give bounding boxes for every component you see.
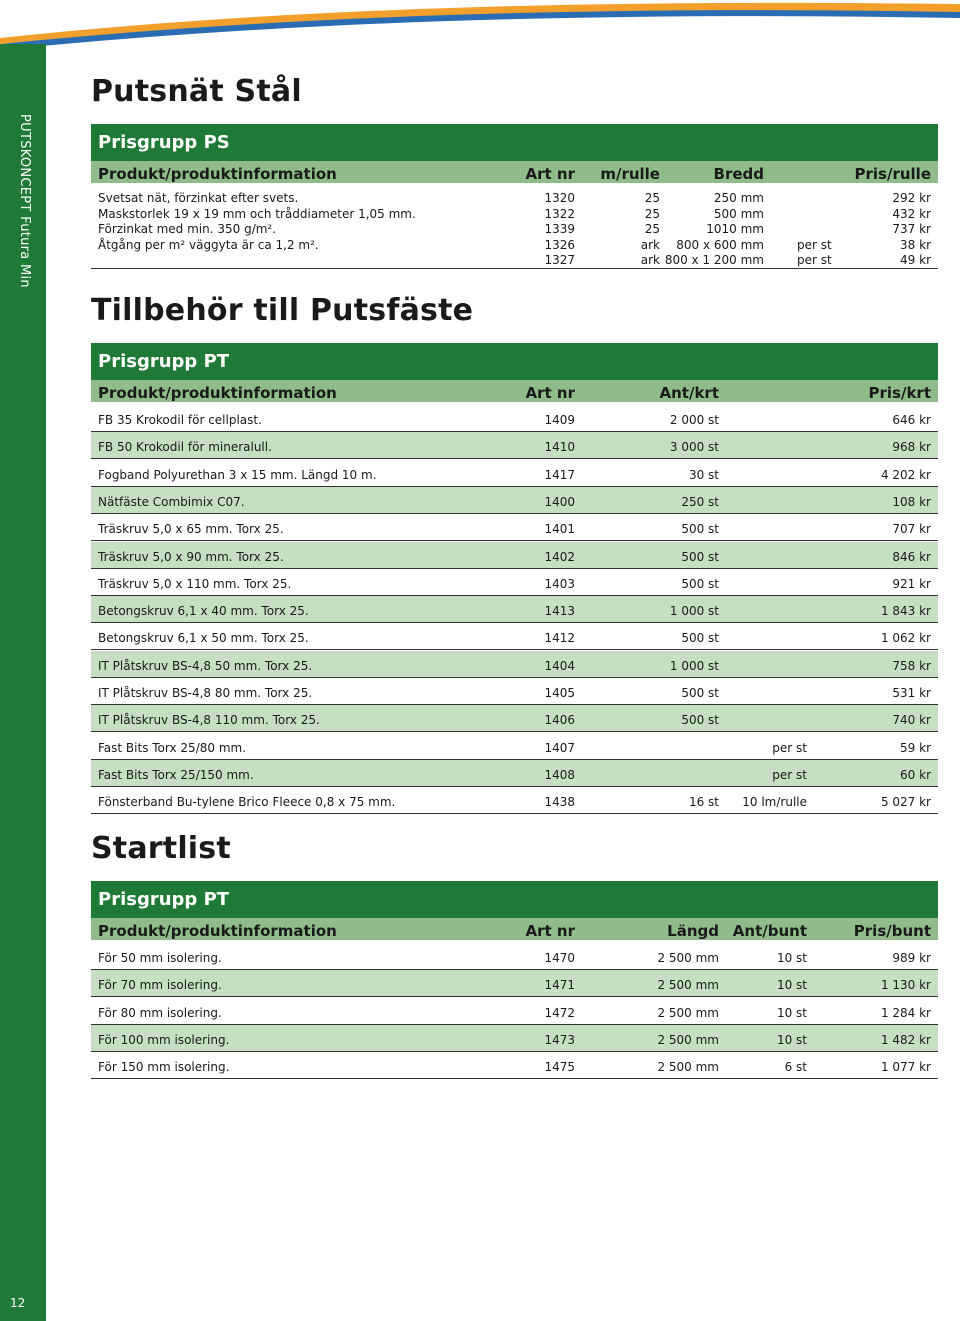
side-label: PUTSKONCEPT Futura Min [17,114,32,288]
cell-price: 292 kr [892,191,931,205]
col-pris-rulle: Pris/rulle [854,165,931,183]
table-row [91,252,938,267]
cell-price: 1 482 kr [880,1032,931,1047]
cell-artnr: 1408 [544,767,575,782]
cell-price: 846 kr [892,549,931,564]
cell-artnr: 1472 [544,1005,575,1020]
cell-price: 1 062 kr [880,631,931,646]
price-group-pt-startlist: Prisgrupp PT [91,881,938,918]
cell-artnr: 1405 [544,686,575,700]
table-row [91,998,938,1025]
divider [91,268,938,269]
cell-price: 1 077 kr [880,1060,931,1075]
table-row [91,970,938,997]
cell-artnr: 1438 [544,795,575,810]
cell-ant-bunt: 6 st [784,1060,807,1075]
table-row [91,221,938,236]
price-group-ps: Prisgrupp PS [91,124,938,161]
table-row [91,405,938,432]
table-row [91,190,938,205]
table-header-startlist [91,918,938,942]
cell-price: 60 kr [900,767,931,782]
col-artnr: Art nr [525,384,575,402]
cell-m-rulle: ark [640,237,660,252]
cell-price: 432 kr [892,206,931,221]
table-header-pt [91,380,938,404]
cell-product: Fogband Polyurethan 3 x 15 mm. Längd 10 m. [98,467,377,482]
cell-m-rulle: ark [640,253,660,267]
cell-ant-krt: 1 000 st [669,604,719,619]
cell-artnr: 1407 [544,740,575,755]
table-row [91,705,938,732]
cell-artnr: 1470 [544,951,575,965]
cell-product: Svetsat nät, förzinkat efter svets. [98,191,299,205]
col-pris-bunt: Pris/bunt [853,922,931,940]
col-pris-krt: Pris/krt [868,384,931,402]
cell-product: Betongskruv 6,1 x 40 mm. Torx 25. [98,604,309,619]
cell-product: FB 50 Krokodil för mineralull. [98,440,272,455]
cell-artnr: 1475 [544,1060,575,1075]
cell-unit: per st [797,237,832,252]
cell-price: 108 kr [892,494,931,509]
cell-langd: 2 500 mm [657,951,719,965]
cell-price: 740 kr [892,713,931,728]
col-bredd: Bredd [713,165,764,183]
cell-artnr: 1413 [544,604,575,619]
cell-artnr: 1404 [544,658,575,673]
cell-artnr: 1402 [544,549,575,564]
cell-price: 49 kr [900,253,931,267]
section-title-startlist: Startlist [91,831,231,866]
cell-ant-krt: 1 000 st [669,658,719,673]
cell-unit: 10 lm/rulle [742,795,807,810]
cell-artnr: 1339 [544,222,575,236]
cell-bredd: 800 x 600 mm [676,237,764,252]
cell-langd: 2 500 mm [657,1060,719,1075]
table-row [91,206,938,221]
cell-ant-krt: 250 st [681,494,719,509]
cell-product: Fönsterband Bu-tylene Brico Fleece 0,8 x 75 mm. [98,795,396,810]
cell-artnr: 1412 [544,631,575,646]
cell-m-rulle: 25 [644,191,660,205]
cell-m-rulle: 25 [644,222,660,236]
table-row [91,760,938,787]
cell-ant-krt: 500 st [681,713,719,728]
cell-product: FB 35 Krokodil för cellplast. [98,413,262,427]
cell-product: Förzinkat med min. 350 g/m². [98,222,277,236]
cell-price: 38 kr [900,237,931,252]
table-row [91,943,938,970]
cell-price: 921 kr [892,576,931,591]
cell-artnr: 1471 [544,978,575,993]
table-row [91,542,938,569]
cell-product: För 80 mm isolering. [98,1005,222,1020]
cell-langd: 2 500 mm [657,1005,719,1020]
col-m-rulle: m/rulle [600,165,660,183]
cell-product: Träskruv 5,0 x 90 mm. Torx 25. [98,549,284,564]
col-ant-bunt: Ant/bunt [732,922,807,940]
cell-langd: 2 500 mm [657,978,719,993]
table-row [91,596,938,623]
table-header-ps [91,161,938,185]
cell-price: 989 kr [892,951,931,965]
cell-product: För 150 mm isolering. [98,1060,230,1075]
cell-ant-bunt: 10 st [776,1005,807,1020]
cell-price: 646 kr [892,413,931,427]
cell-ant-krt: 2 000 st [669,413,719,427]
table-row [91,569,938,596]
col-langd: Längd [667,922,719,940]
cell-unit: per st [797,253,832,267]
cell-price: 707 kr [892,522,931,537]
col-product: Produkt/produktinformation [98,922,337,940]
cell-langd: 2 500 mm [657,1032,719,1047]
table-row [91,1025,938,1052]
cell-product: IT Plåtskruv BS-4,8 80 mm. Torx 25. [98,686,313,700]
cell-m-rulle: 25 [644,206,660,221]
cell-ant-bunt: 10 st [776,951,807,965]
table-row [91,787,938,814]
price-group-pt: Prisgrupp PT [91,343,938,380]
cell-artnr: 1403 [544,576,575,591]
table-row [91,678,938,705]
cell-price: 758 kr [892,658,931,673]
col-artnr: Art nr [525,165,575,183]
cell-ant-krt: 30 st [688,467,719,482]
header-swoosh [0,0,960,48]
cell-ant-krt: 500 st [681,549,719,564]
cell-product: Betongskruv 6,1 x 50 mm. Torx 25. [98,631,309,646]
cell-artnr: 1320 [544,191,575,205]
cell-ant-krt: 500 st [681,631,719,646]
cell-ant-krt: 500 st [681,686,719,700]
cell-product: IT Plåtskruv BS-4,8 110 mm. Torx 25. [98,713,320,728]
cell-product: Åtgång per m² väggyta är ca 1,2 m². [98,237,319,252]
cell-product: Träskruv 5,0 x 110 mm. Torx 25. [98,576,292,591]
col-product: Produkt/produktinformation [98,165,337,183]
table-row [91,514,938,541]
cell-artnr: 1417 [544,467,575,482]
section-title-putsnat: Putsnät Stål [91,74,302,109]
cell-ant-bunt: 10 st [776,1032,807,1047]
cell-artnr: 1406 [544,713,575,728]
cell-product: För 100 mm isolering. [98,1032,230,1047]
cell-price: 1 130 kr [880,978,931,993]
cell-price: 968 kr [892,440,931,455]
cell-ant-krt: 16 st [688,795,719,810]
cell-ant-krt: 3 000 st [669,440,719,455]
cell-bredd: 500 mm [713,206,764,221]
cell-unit: per st [772,767,807,782]
col-ant-krt: Ant/krt [659,384,719,402]
cell-artnr: 1322 [544,206,575,221]
table-row [91,1052,938,1079]
col-artnr: Art nr [525,922,575,940]
cell-product: Maskstorlek 19 x 19 mm och tråddiameter 1,05 mm. [98,206,416,221]
cell-product: Nätfäste Combimix C07. [98,494,245,509]
cell-unit: per st [772,740,807,755]
table-row [91,487,938,514]
col-product: Produkt/produktinformation [98,384,337,402]
cell-price: 737 kr [892,222,931,236]
cell-artnr: 1400 [544,494,575,509]
cell-price: 4 202 kr [880,467,931,482]
cell-artnr: 1409 [544,413,575,427]
cell-price: 5 027 kr [880,795,931,810]
cell-price: 1 843 kr [880,604,931,619]
cell-artnr: 1401 [544,522,575,537]
cell-bredd: 250 mm [713,191,764,205]
cell-artnr: 1326 [544,237,575,252]
cell-bredd: 800 x 1 200 mm [664,253,764,267]
table-row [91,733,938,760]
cell-artnr: 1473 [544,1032,575,1047]
cell-ant-krt: 500 st [681,522,719,537]
cell-artnr: 1410 [544,440,575,455]
table-row [91,237,938,252]
table-row [91,651,938,678]
cell-product: IT Plåtskruv BS-4,8 50 mm. Torx 25. [98,658,313,673]
table-row [91,623,938,650]
cell-price: 531 kr [892,686,931,700]
cell-bredd: 1010 mm [706,222,764,236]
page-number: 12 [10,1296,26,1310]
cell-product: För 70 mm isolering. [98,978,222,993]
table-row [91,432,938,459]
section-title-tillbehor: Tillbehör till Putsfäste [91,293,474,328]
cell-ant-bunt: 10 st [776,978,807,993]
cell-artnr: 1327 [544,253,575,267]
cell-product: Fast Bits Torx 25/80 mm. [98,740,247,755]
table-row [91,460,938,487]
cell-price: 1 284 kr [880,1005,931,1020]
cell-price: 59 kr [900,740,931,755]
cell-ant-krt: 500 st [681,576,719,591]
cell-product: Träskruv 5,0 x 65 mm. Torx 25. [98,522,284,537]
cell-product: Fast Bits Torx 25/150 mm. [98,767,254,782]
cell-product: För 50 mm isolering. [98,951,222,965]
